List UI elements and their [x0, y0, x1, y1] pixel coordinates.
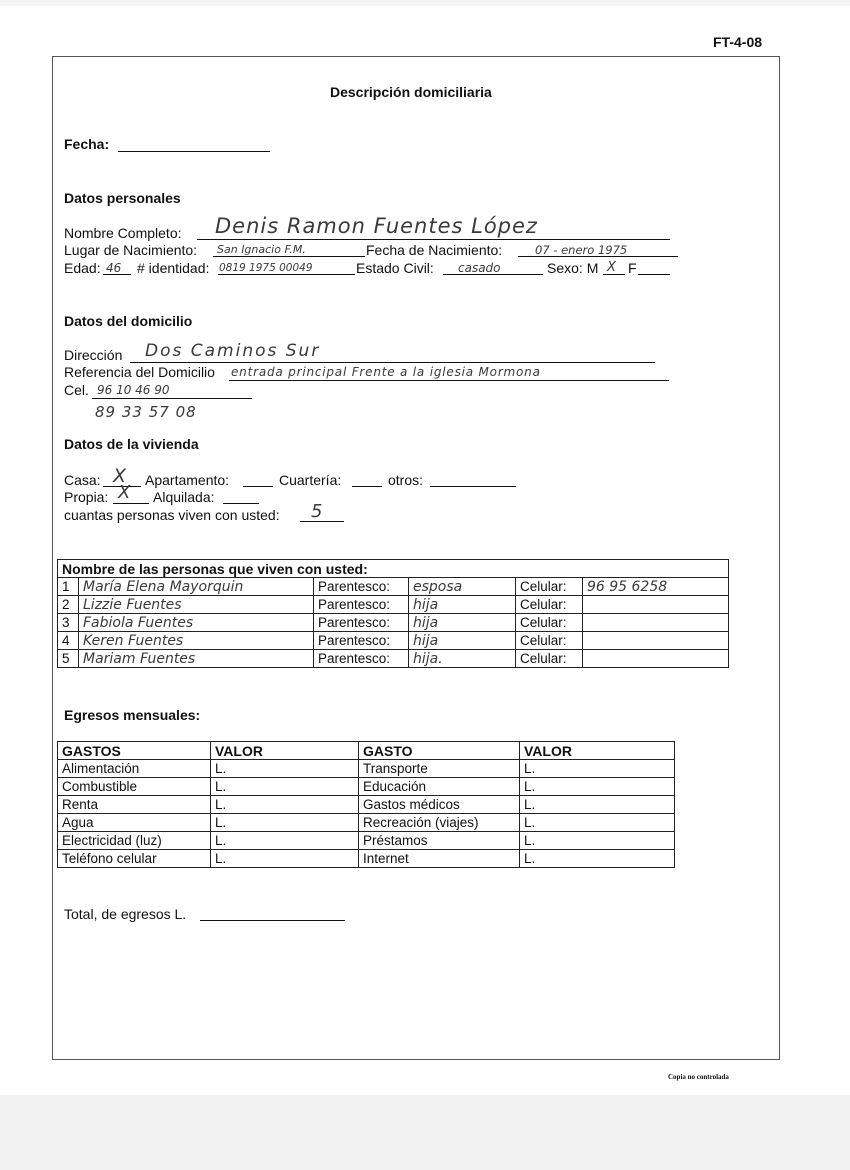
personas-value: 5 [311, 501, 323, 522]
edad-value: 46 [106, 261, 122, 275]
person-phone[interactable] [583, 614, 729, 632]
table-row [58, 578, 729, 596]
row-number: 2 [58, 596, 79, 614]
otros-field[interactable] [430, 486, 516, 487]
page-title: Descripción domiciliaria [330, 84, 492, 100]
celular-label: Celular: [516, 596, 583, 614]
referencia-value: entrada principal Frente a la iglesia Mormona [231, 365, 541, 379]
sexo-label: Sexo: M [547, 260, 599, 276]
expense-name: Agua [58, 814, 211, 832]
expense-name: Gastos médicos [359, 796, 520, 814]
cel-value: 96 10 46 90 [97, 383, 170, 397]
apartamento-field[interactable] [243, 486, 273, 487]
nombre-field[interactable] [197, 239, 670, 240]
row-number: 1 [58, 578, 79, 596]
estado-value: casado [458, 261, 501, 275]
person-relationship[interactable]: hija. [409, 650, 516, 668]
expense-name: Combustible [58, 778, 211, 796]
form-code: FT-4-08 [713, 34, 763, 50]
scan-top-edge [0, 0, 850, 6]
alquilada-label: Alquilada: [153, 489, 215, 505]
expenses-header-row [58, 742, 675, 760]
expenses-table [57, 741, 675, 868]
propia-field[interactable] [113, 503, 149, 504]
person-name[interactable]: Keren Fuentes [79, 632, 314, 650]
identidad-label: # identidad: [137, 260, 210, 276]
identidad-field[interactable] [218, 274, 355, 275]
section-domicilio: Datos del domicilio [64, 313, 193, 329]
nombre-value: Denis Ramon Fuentes López [215, 214, 538, 238]
referencia-label: Referencia del Domicilio [64, 364, 215, 380]
expense-value[interactable]: L. [211, 814, 359, 832]
expense-name: Recreación (viajes) [359, 814, 520, 832]
expense-name: Préstamos [359, 832, 520, 850]
cel-value-2: 89 33 57 08 [95, 403, 197, 421]
sexo-mark: X [607, 260, 616, 275]
propia-label: Propia: [64, 489, 109, 505]
fecha-nac-label: Fecha de Nacimiento: [366, 242, 503, 258]
people-table-title: Nombre de las personas que viven con usted: [58, 560, 729, 578]
expense-value[interactable]: L. [211, 850, 359, 868]
person-relationship[interactable]: hija [409, 596, 516, 614]
fecha-nac-value: 07 - enero 1975 [535, 243, 628, 257]
otros-label: otros: [388, 472, 424, 488]
person-phone[interactable]: 96 95 6258 [583, 578, 729, 596]
expense-value[interactable]: L. [520, 760, 675, 778]
fecha-field[interactable] [118, 151, 270, 152]
expense-value[interactable]: L. [211, 796, 359, 814]
table-row [58, 850, 675, 868]
parentesco-label: Parentesco: [314, 578, 409, 596]
expense-name: Renta [58, 796, 211, 814]
header-gasto: GASTO [359, 742, 520, 760]
table-row [58, 650, 729, 668]
fecha-label: Fecha: [64, 136, 110, 152]
expense-value[interactable]: L. [520, 814, 675, 832]
expense-value[interactable]: L. [211, 832, 359, 850]
people-table-header [58, 560, 729, 578]
estado-label: Estado Civil: [356, 260, 434, 276]
table-row [58, 632, 729, 650]
expense-value[interactable]: L. [211, 760, 359, 778]
table-row [58, 796, 675, 814]
person-name[interactable]: Fabiola Fuentes [79, 614, 314, 632]
parentesco-label: Parentesco: [314, 650, 409, 668]
person-phone[interactable] [583, 650, 729, 668]
expense-name: Electricidad (luz) [58, 832, 211, 850]
referencia-field[interactable] [229, 380, 669, 381]
casa-mark: X [113, 465, 127, 487]
edad-label: Edad: [64, 260, 101, 276]
sexo-f-field[interactable] [638, 274, 670, 275]
expense-name: Teléfono celular [58, 850, 211, 868]
expense-name: Transporte [359, 760, 520, 778]
table-row [58, 596, 729, 614]
expense-value[interactable]: L. [520, 832, 675, 850]
table-row [58, 814, 675, 832]
parentesco-label: Parentesco: [314, 614, 409, 632]
personas-label: cuantas personas viven con usted: [64, 507, 280, 523]
expense-value[interactable]: L. [520, 778, 675, 796]
section-personal: Datos personales [64, 190, 181, 206]
section-egresos: Egresos mensuales: [64, 707, 201, 723]
celular-label: Celular: [516, 650, 583, 668]
total-label: Total, de egresos L. [64, 906, 187, 922]
propia-mark: X [118, 482, 131, 503]
table-row [58, 760, 675, 778]
table-row [58, 614, 729, 632]
celular-label: Celular: [516, 614, 583, 632]
header-gastos: GASTOS [58, 742, 211, 760]
identidad-value: 0819 1975 00049 [219, 262, 313, 274]
sexo-f-label: F [628, 260, 637, 276]
direccion-value: Dos Caminos Sur [145, 341, 321, 361]
cuarteria-label: Cuartería: [279, 472, 342, 488]
celular-label: Celular: [516, 632, 583, 650]
cel-label: Cel. [64, 382, 89, 398]
header-valor-2: VALOR [520, 742, 675, 760]
direccion-label: Dirección [64, 347, 123, 363]
parentesco-label: Parentesco: [314, 632, 409, 650]
expense-value[interactable]: L. [211, 778, 359, 796]
person-relationship[interactable]: esposa [409, 578, 516, 596]
total-field[interactable] [200, 920, 345, 921]
apartamento-label: Apartamento: [145, 472, 230, 488]
person-name[interactable]: María Elena Mayorquin [79, 578, 314, 596]
lugar-label: Lugar de Nacimiento: [64, 242, 198, 258]
expense-name: Internet [359, 850, 520, 868]
person-phone[interactable] [583, 596, 729, 614]
lugar-field[interactable] [213, 256, 365, 257]
scan-bottom-band [0, 1095, 850, 1170]
casa-label: Casa: [64, 472, 101, 488]
expense-value[interactable]: L. [520, 796, 675, 814]
table-row [58, 832, 675, 850]
person-relationship[interactable]: hija [409, 632, 516, 650]
person-relationship[interactable]: hija [409, 614, 516, 632]
direccion-field[interactable] [130, 362, 655, 363]
row-number: 4 [58, 632, 79, 650]
cel-field[interactable] [92, 398, 252, 399]
row-number: 3 [58, 614, 79, 632]
people-table [57, 559, 729, 668]
person-name[interactable]: Lizzie Fuentes [79, 596, 314, 614]
row-number: 5 [58, 650, 79, 668]
expense-name: Alimentación [58, 760, 211, 778]
header-valor: VALOR [211, 742, 359, 760]
lugar-value: San Ignacio F.M. [217, 243, 306, 256]
nombre-label: Nombre Completo: [64, 225, 182, 241]
cuarteria-field[interactable] [352, 486, 382, 487]
alquilada-field[interactable] [223, 503, 259, 504]
section-vivienda: Datos de la vivienda [64, 436, 199, 452]
celular-label: Celular: [516, 578, 583, 596]
table-row [58, 778, 675, 796]
expense-name: Educación [359, 778, 520, 796]
footer-note: Copia no controlada [668, 1073, 729, 1081]
parentesco-label: Parentesco: [314, 596, 409, 614]
person-phone[interactable] [583, 632, 729, 650]
expense-value[interactable]: L. [520, 850, 675, 868]
person-name[interactable]: Mariam Fuentes [79, 650, 314, 668]
